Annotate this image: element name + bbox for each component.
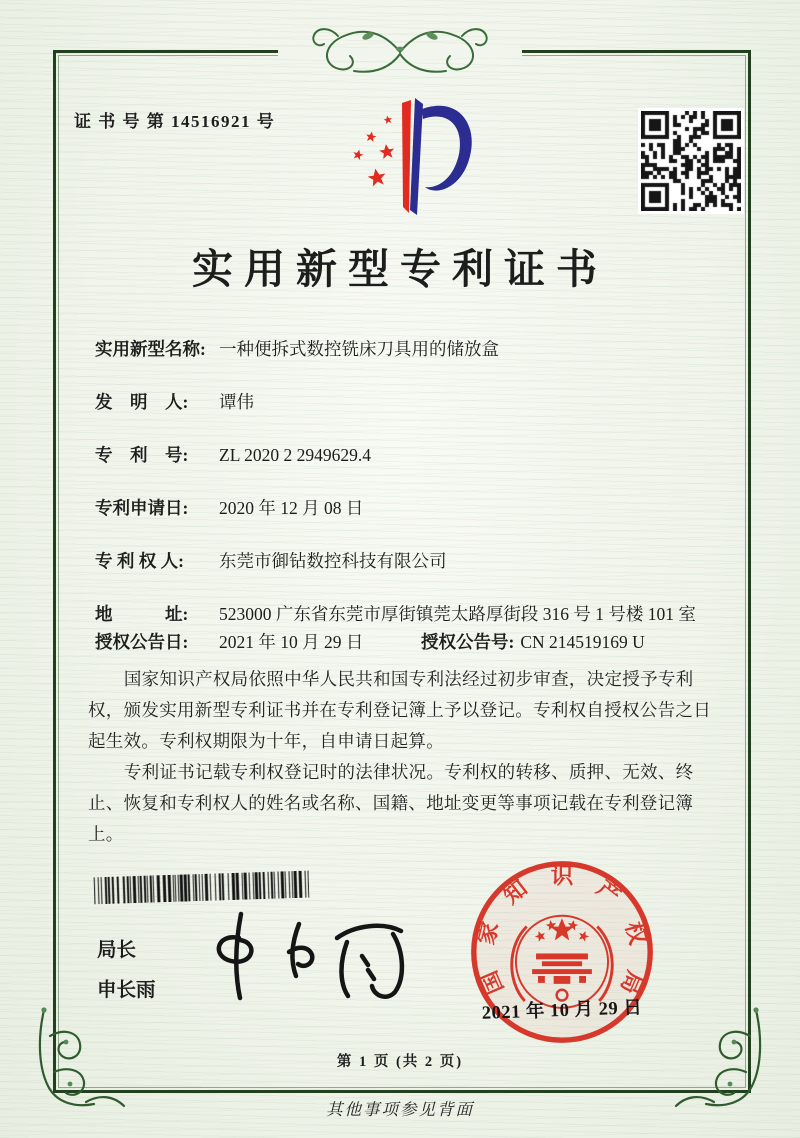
top-flourish-ornament-icon: [278, 22, 522, 82]
grant-date-value: 2021 年 10 月 29 日: [219, 632, 364, 652]
field-label: 地 址:: [95, 604, 189, 624]
qr-code: [641, 111, 741, 211]
field-row-patent-number: [95, 443, 713, 468]
field-value: 谭伟: [219, 392, 254, 412]
seal-ring-text: 国家知识产权局: [473, 863, 651, 998]
field-value: ZL 2020 2 2949629.4: [219, 445, 371, 465]
field-value: 东莞市御钻数控科技有限公司: [219, 551, 447, 571]
grant-number-value: CN 214519169 U: [520, 632, 645, 652]
director-signature-icon: [195, 898, 445, 1016]
back-side-note: 其他事项参见背面: [326, 1100, 474, 1119]
page-number: 第 1 页 (共 2 页): [336, 1054, 464, 1070]
field-row-address: [95, 602, 713, 627]
grant-date-label: 授权公告日:: [95, 632, 189, 652]
certificate-title: 实用新型专利证书: [192, 246, 608, 292]
legal-text-block: [88, 664, 716, 850]
field-value: 2020 年 12 月 08 日: [219, 498, 364, 518]
director-block: [97, 931, 156, 1011]
grant-number-label: 授权公告号:: [421, 632, 515, 652]
certificate-number: 证 书 号 第 14516921 号: [74, 112, 276, 131]
field-label: 专 利 号:: [95, 445, 189, 465]
field-label: 实用新型名称:: [95, 339, 206, 359]
field-row-filing-date: [95, 496, 713, 521]
field-row-patentee: [95, 549, 713, 574]
field-value: 一种便拆式数控铣床刀具用的储放盒: [219, 339, 499, 359]
field-row-grant: [95, 630, 713, 655]
qr-code-container: [638, 108, 744, 214]
legal-paragraph-2: 专利证书记载专利权登记时的法律状况。专利权的转移、质押、无效、终止、恢复和专利权人的姓名或名称、国籍、地址变更等事项记载在专利登记簿上。: [88, 762, 694, 844]
field-label: 专 利 权 人:: [95, 551, 184, 571]
field-row-title-of-model: [95, 337, 713, 362]
field-value: 523000 广东省东莞市厚街镇莞太路厚街段 316 号 1 号楼 101 室: [219, 604, 696, 624]
field-label: 专利申请日:: [95, 498, 189, 518]
field-row-inventor: [95, 390, 713, 415]
field-label: 发 明 人:: [95, 392, 189, 412]
seal-date: 2021 年 10 月 29 日: [481, 998, 643, 1024]
director-title: 局长: [97, 940, 137, 961]
certificate-fields: [95, 337, 713, 655]
director-name: 申长雨: [97, 980, 156, 1001]
cnipa-logo-icon: [332, 94, 478, 224]
legal-paragraph-1: 国家知识产权局依照中华人民共和国专利法经过初步审查，决定授予专利权，颁发实用新型专利证书并在专利登记簿上予以登记。专利权自授权公告之日起生效。专利权期限为十年，自申请日起算。: [88, 669, 711, 751]
